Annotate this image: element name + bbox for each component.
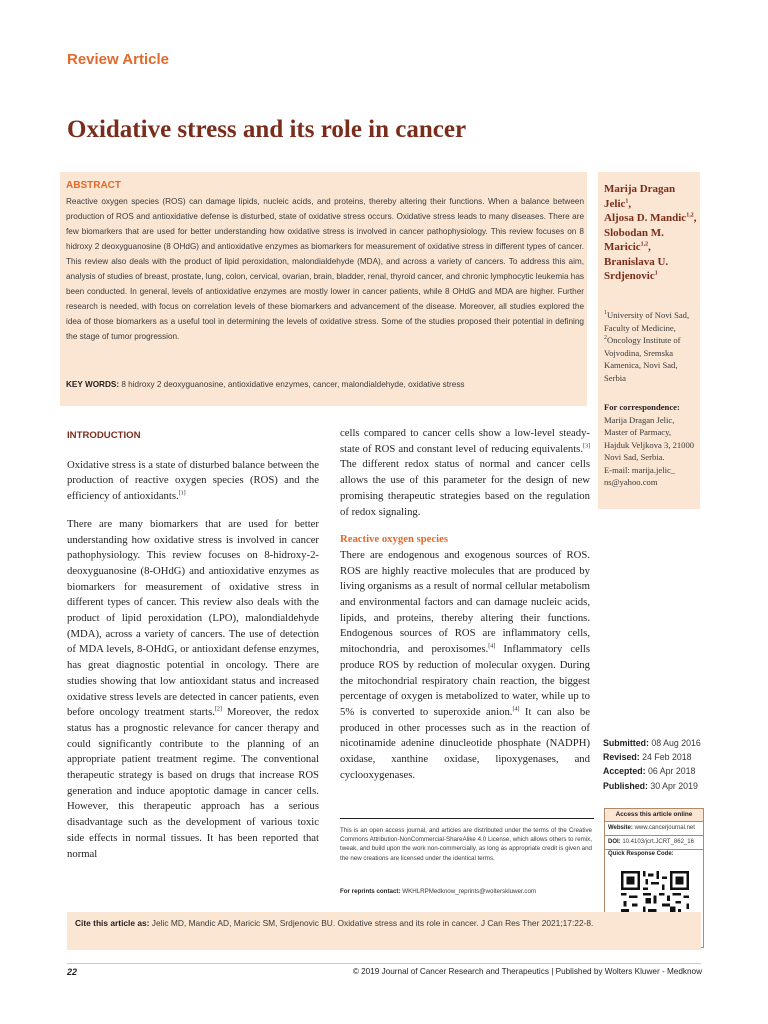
affiliations: $^1$University of Novi Sad, Faculty of Medicine, $^2$Oncology Institute of Vojvodina, Sremska Kamenica, Novi Sad, Serbia [604,310,690,383]
published-date: Published: 30 Apr 2019 [603,780,698,791]
abstract-text: Reactive oxygen species (ROS) can damage lipids, nucleic acids, and proteins, thereby altering their functions. When a balance between production of ROS and antioxidative defense is disturbed, state of oxidative stress occurs. Oxidative stress leads to many diseases. There are few biomarkers that are used for better understanding how oxidative stress is involved in cancer pathophysiology. This review focuses on 8 hidroxy 2 deoxyguanosine (8 OHdG) and antioxidative enzymes as biomarkers for measurement of oxidative stress in different types of cancer. This review also deals with the product of lipid peroxidation, malondialdehyde (MDA), and across a variety of cancers. To address this aim, analysis of studies of breast, prostate, lung, colon, cervical, ovarian, brain, bladder, renal, thyroid cancer, and chronic lymphocytic leukemia has been conducted. In general, levels of antioxidative enzymes are mostly lower in cancer patients, while 8 OHdG and MDA are higher. Further research is needed, with focus on correlation levels of these biomarkers and advancement of the disease. Moreover, all studies explored the idea of those biomarkers as a useful tool in determining the levels of oxidative stress. Some of the studies proposed their potential in defining the stage of tumor progression. [66,197,584,341]
citation-ref[interactable]: [3] [583,443,590,450]
license-text: This is an open access journal, and articles are distributed under the terms of the Creative Commons Attribution-NonCommercial-ShareAlike 4.0 License, which allows others to remix, tweak, and build upon the work non-commercially, as long as appropriate credit is given and the new creations are licensed under the identical terms. [340,827,592,862]
footer-text: © 2019 Journal of Cancer Research and Therapeutics | Published by Wolters Kluwer - Medknow [352,967,702,976]
article-title: Oxidative stress and its role in cancer [67,116,467,143]
correspondence-email[interactable]: E-mail: marija.jelic_ ns@yahoo.com [604,464,676,487]
keywords-label: KEY WORDS: [66,380,120,389]
revised-date: Revised: 24 Feb 2018 [603,752,692,763]
access-heading: Access this article online [605,809,703,822]
author-3: Slobodan M. Maricic$^{1,2}$, [604,226,664,253]
paragraph: cells compared to cancer cells show a low-level steady-state of ROS and constant level of reducing equivalents.[3] The different redox status of normal and cancer cells allows the use of this parameter for the design of new promising therapeutic strategies based on the regulation of redox signaling. [340,427,590,518]
introduction-heading: INTRODUCTION [67,430,141,441]
submitted-date: Submitted: 08 Aug 2016 [603,738,701,748]
section-label: Review Article [67,51,169,68]
body-column-right [340,426,590,795]
author-list [604,182,698,284]
author-4: Branislava U. Srdjenovic$^1$ [604,255,669,282]
author-2: Aljosa D. Mandic$^{1,2}$, [604,212,697,224]
keywords-text: 8 hidroxy 2 deoxyguanosine, antioxidative enzymes, cancer, malondialdehyde, oxidative stress [119,380,465,389]
article-dates [603,736,701,793]
citation-text: Cite this article as: Jelic MD, Mandic AD, Maricic SM, Srdjenovic BU. Oxidative stress and its role in cancer. J Can Res Ther 2021;17:22-8. [75,918,594,928]
author-box [598,172,700,509]
abstract-heading: ABSTRACT [66,180,121,191]
paragraph: There are many biomarkers that are used for better understanding how oxidative stress is involved in cancer pathophysiology. This review focuses on 8-hidroxy-2-deoxyguanosine (8-OHdG) and antioxidative enzymes as biomarkers for measurement of oxidative stress in different types of cancer. This review also deals with the product of lipid peroxidation (LPO), malondialdehyde (MDA), across a variety of cancers. The use of detection of MDA levels, 8-OHdG, or antioxidant defense enzymes, has great diagnostic potential in oncology. There are studies showing that low antioxidant status and increased oxidative stress levels are detected in cancer patients, even before oncology treatment starts.[2] Moreover, the redox status has a prognostic relevance for cancer therapy and could significantly contribute to the planning of an appropriate patient treatment regime. The conventional therapeutic strategy is based on drugs that increase ROS generation and induce apoptotic damage in cancer cells. However, this therapeutic approach has a serious disadvantage such as the development of various toxic side effects in normal tissues. It has been reported that normal [67,517,319,860]
reprints-contact: For reprints contact: WKHLRPMedknow_reprints@wolterskluwer.com [340,888,537,895]
abstract-box [60,172,587,406]
footer-divider [67,963,701,964]
body-column-left [67,428,319,874]
correspondence-text: Marija Dragan Jelic, Master of Parmacy, Hajduk Veljkova 3, 21000 Novi Sad, Serbia. [604,414,695,462]
qr-label: Quick Response Code: [608,851,674,857]
page-number: 22 [67,967,78,977]
citation-ref[interactable]: [2] [214,706,222,713]
divider [340,818,594,819]
paragraph: Oxidative stress is a state of disturbed balance between the production of reactive oxygen species (ROS) and the efficiency of antioxidants.[1] [67,458,319,503]
doi-link[interactable]: DOI: 10.4103/jcrt.JCRT_862_16 [605,836,703,850]
accepted-date: Accepted: 06 Apr 2018 [603,766,696,777]
correspondence [604,401,698,489]
correspondence-heading: For correspondence: [604,402,680,412]
citation-ref[interactable]: [1] [178,490,186,497]
citation-ref[interactable]: [4] [488,643,496,650]
website-link[interactable]: Website: www.cancerjournal.net [605,822,703,836]
paragraph: There are endogenous and exogenous sources of ROS. ROS are highly reactive molecules that are produced by living organisms as a result of normal cellular metabolism and environmental factors and can damage nucleic acids, lipids, and proteins, thereby altering their functions. Endogenous sources of ROS are inflammatory cells, mitochondria, and peroxisomes.[4] Inflammatory cells produce ROS by reduction of molecular oxygen. During the mitochondrial respiratory chain reaction, the biggest percentage of oxygen is metabolized to water, while up to 5% is converted to superoxide anion.[4] It can also be produced in other processes such as in the reaction of nicotinamide adenine dinucleotide phosphate (NADPH) oxidase, xanthine oxidase, lipoxygenases, and cyclooxygenases. [340,548,590,781]
citation-box [67,912,701,950]
citation-ref[interactable]: [4] [512,706,520,713]
author-1: Marija Dragan Jelic$^1$, [604,183,676,210]
ros-heading: Reactive oxygen species [340,533,449,546]
keywords [66,380,584,389]
